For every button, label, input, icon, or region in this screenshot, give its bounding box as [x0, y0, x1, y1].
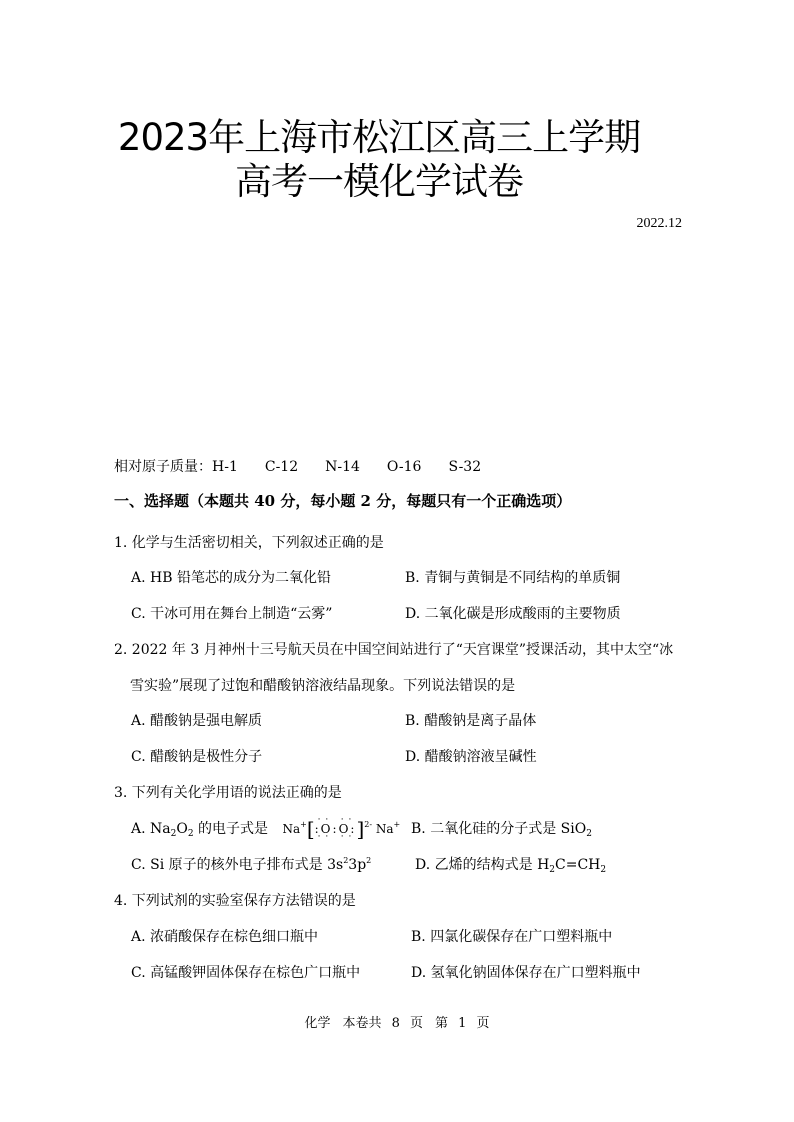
question-1-option-b: B. 青铜与黄铜是不同结构的单质铜	[405, 570, 621, 586]
lewis-peroxide-core: · · :O:O: · ·	[315, 820, 357, 838]
question-1-option-d: D. 二氧化碳是形成酸雨的主要物质	[405, 606, 621, 622]
question-4-stem: 4. 下列试剂的实验室保存方法错误的是	[114, 893, 356, 909]
q3b-text: B. 二氧化硅的分子式是 SiO	[411, 821, 587, 837]
q3c-mid: 3p	[348, 857, 367, 873]
question-2-stem-line2: 雪实验”展现了过饱和醋酸钠溶液结晶现象。下列说法错误的是	[130, 678, 516, 694]
footer-total-pages: 本卷共 8 页	[342, 1016, 423, 1031]
atomic-masses	[114, 458, 508, 476]
q3a-mid: O	[176, 821, 188, 837]
lewis-structure	[282, 817, 401, 841]
question-2-option-c: C. 醋酸钠是极性分子	[131, 749, 263, 765]
lewis-bracket-open: [	[306, 817, 315, 841]
question-4-option-a: A. 浓硝酸保存在棕色细口瓶中	[131, 929, 319, 945]
atomic-masses-label: 相对原子质量：	[114, 459, 212, 475]
page-footer	[0, 1012, 794, 1031]
q3c-text: C. Si 原子的核外电子排布式是 3s	[131, 857, 344, 873]
footer-subject: 化学	[304, 1016, 331, 1031]
question-3-option-a	[131, 817, 401, 841]
mass-n: N-14	[325, 459, 360, 475]
q3a-sub: 2	[170, 829, 177, 839]
exam-title-line1: 2023年上海市松江区高三上学期	[117, 116, 641, 159]
section-heading: 一、选择题（本题共 40 分，每小题 2 分，每题只有一个正确选项）	[114, 492, 572, 510]
q3b-sub: 2	[586, 829, 592, 839]
q3d-mid: C=CH	[555, 857, 601, 873]
question-2-option-b: B. 醋酸钠是离子晶体	[405, 713, 537, 729]
q3c-sup2: 2	[366, 856, 372, 865]
question-1-option-c: C. 干冰可用在舞台上制造“云雾”	[131, 606, 333, 622]
question-3-stem: 3. 下列有关化学用语的说法正确的是	[114, 785, 342, 801]
question-1-stem: 1. 化学与生活密切相关，下列叙述正确的是	[114, 535, 384, 551]
question-3-option-b	[411, 820, 592, 838]
mass-s: S-32	[448, 459, 482, 475]
mass-o: O-16	[386, 459, 422, 475]
question-2-option-a: A. 醋酸钠是强电解质	[131, 713, 263, 729]
question-2-option-d: D. 醋酸钠溶液呈碱性	[405, 749, 537, 765]
lewis-na-left: Na	[282, 822, 301, 836]
q3a-suffix: 的电子式是	[193, 821, 269, 837]
mass-h: H-1	[212, 459, 238, 475]
question-4-option-b: B. 四氯化碳保存在广口塑料瓶中	[411, 929, 613, 945]
q3c-sup1: 2	[343, 856, 349, 865]
lewis-na-right: Na	[375, 822, 394, 836]
q3d-text: D. 乙烯的结构式是 H	[415, 857, 550, 873]
question-2-stem-line1: 2. 2022 年 3 月神州十三号航天员在中国空间站进行了“天宫课堂”授课活动，其中太空“冰	[114, 642, 674, 658]
question-3-option-c	[131, 856, 371, 874]
q3d-sub1: 2	[549, 865, 556, 875]
q3a-text: A. Na	[131, 821, 171, 837]
mass-c: C-12	[264, 459, 299, 475]
question-4-option-c: C. 高锰酸钾固体保存在棕色广口瓶中	[131, 965, 361, 981]
lewis-plus-left: +	[300, 820, 307, 829]
question-3-option-d	[415, 856, 606, 874]
lewis-plus-right: +	[393, 820, 401, 829]
q3d-sub2: 2	[600, 865, 607, 875]
q3a-sub2: 2	[187, 829, 194, 839]
footer-page-number: 第 1 页	[435, 1016, 490, 1031]
lewis-charge: 2-	[364, 820, 373, 829]
exam-title-line2: 高考一模化学试卷	[235, 160, 523, 203]
exam-date: 2022.12	[636, 216, 682, 231]
question-1-option-a: A. HB 铅笔芯的成分为二氧化铅	[131, 570, 331, 586]
question-4-option-d: D. 氢氧化钠固体保存在广口塑料瓶中	[411, 965, 641, 981]
lewis-bracket-close: ]	[356, 817, 365, 841]
